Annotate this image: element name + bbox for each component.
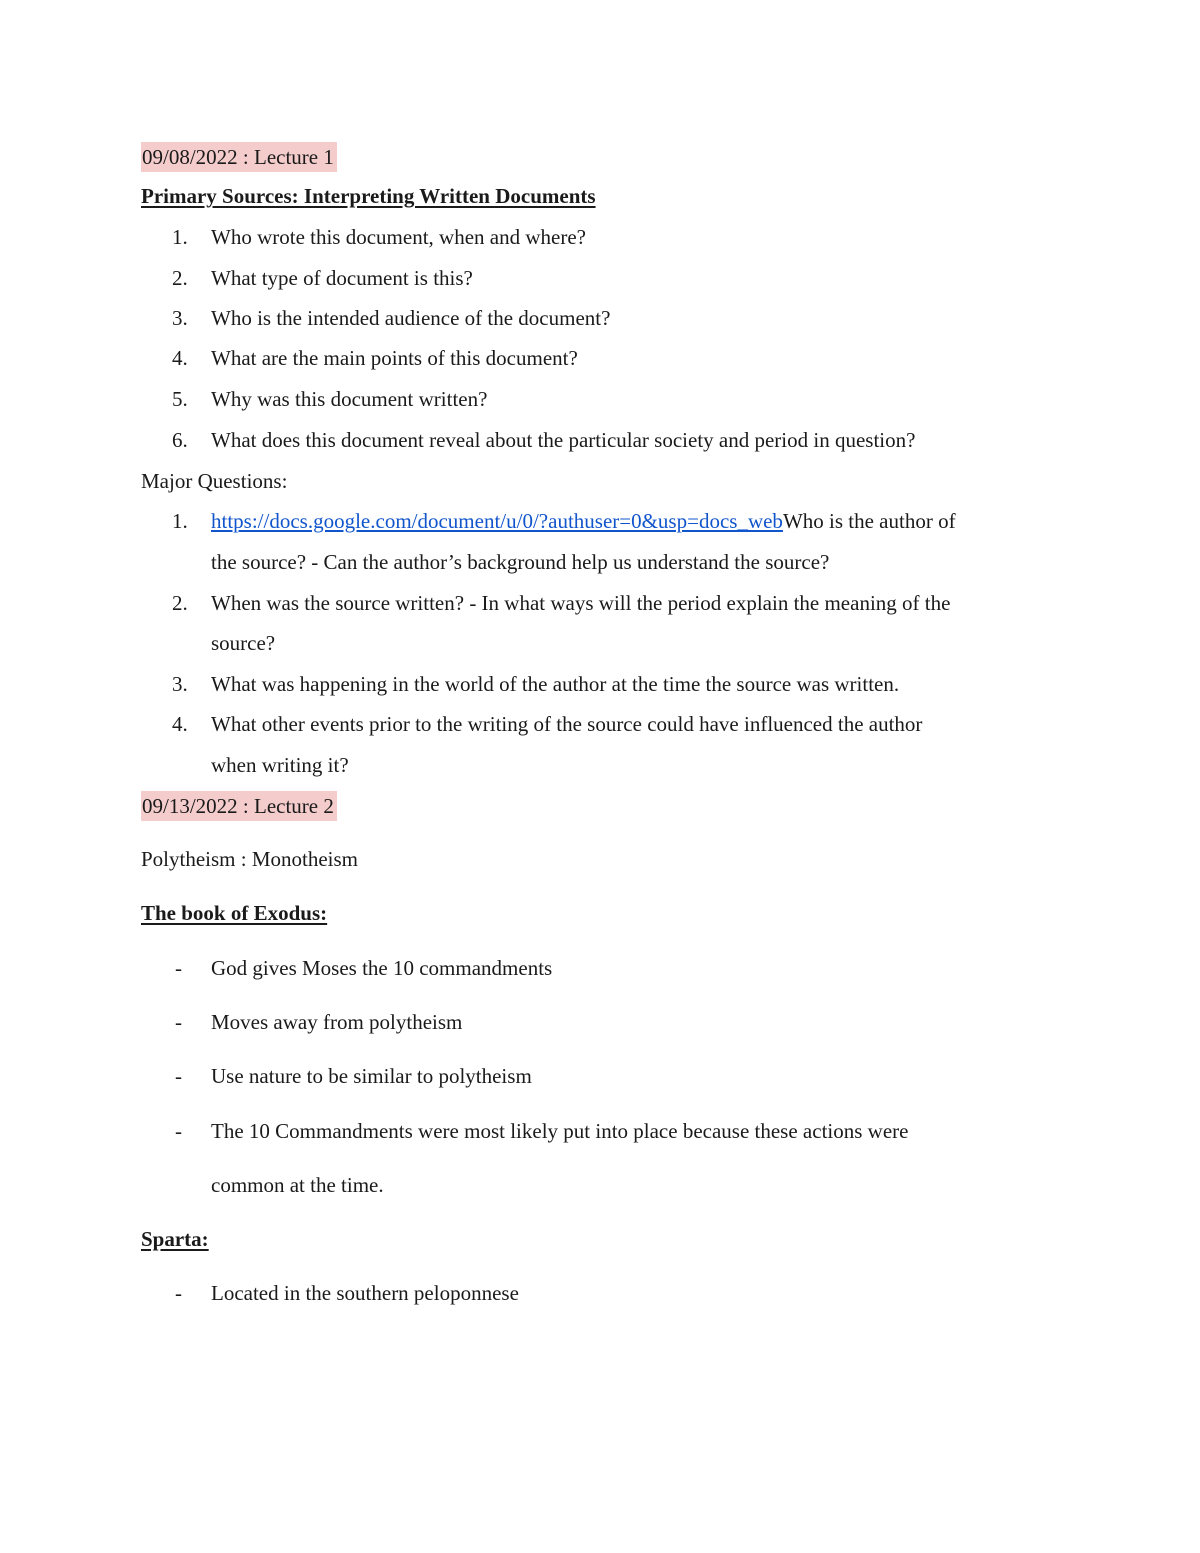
exodus-heading: The book of Exodus:: [141, 901, 328, 925]
lecture-2-subtitle: Polytheism : Monotheism: [141, 847, 359, 871]
bullet-dash: -: [175, 1119, 182, 1143]
lecture-2-date-highlight: 09/13/2022 : Lecture 2: [141, 791, 337, 821]
list-number: 2.: [172, 266, 188, 290]
lecture-1-date: [141, 142, 337, 170]
list-item: What other events prior to the writing of the source could have influenced the author: [211, 712, 923, 736]
bullet-item: Located in the southern peloponnese: [211, 1281, 519, 1305]
list-item: What does this document reveal about the particular society and period in question?: [211, 428, 916, 452]
bullet-item: God gives Moses the 10 commandments: [211, 956, 553, 980]
bullet-dash: -: [175, 956, 182, 980]
bullet-item: Use nature to be similar to polytheism: [211, 1064, 532, 1088]
list-item: When was the source written? - In what ways will the period explain the meaning of the: [211, 591, 951, 615]
list-item: [211, 507, 956, 535]
list-number: 1.: [172, 225, 188, 249]
list-item: What was happening in the world of the author at the time the source was written.: [211, 672, 900, 696]
major-questions-label: Major Questions:: [141, 469, 288, 493]
bullet-item: Moves away from polytheism: [211, 1010, 463, 1034]
list-number: 4.: [172, 346, 188, 370]
list-item: What are the main points of this document?: [211, 346, 578, 370]
list-number: 2.: [172, 591, 188, 615]
bullet-dash: -: [175, 1010, 182, 1034]
lecture-2-date: [141, 791, 337, 819]
list-number: 3.: [172, 306, 188, 330]
list-item: Who is the intended audience of the document?: [211, 306, 611, 330]
list-item-text: Who is the author of: [782, 509, 956, 533]
list-item-continuation: source?: [211, 631, 276, 655]
list-item: What type of document is this?: [211, 266, 473, 290]
lecture-1-date-highlight: 09/08/2022 : Lecture 1: [141, 142, 337, 172]
bullet-dash: -: [175, 1064, 182, 1088]
list-number: 6.: [172, 428, 188, 452]
bullet-item: The 10 Commandments were most likely put into place because these actions were: [211, 1119, 909, 1143]
sparta-heading: Sparta:: [141, 1227, 209, 1251]
primary-sources-heading: Primary Sources: Interpreting Written Documents: [141, 184, 596, 208]
list-number: 4.: [172, 712, 188, 736]
list-item: Who wrote this document, when and where?: [211, 225, 586, 249]
list-number: 1.: [172, 509, 188, 533]
list-number: 5.: [172, 387, 188, 411]
google-docs-link[interactable]: https://docs.google.com/document/u/0/?authuser=0&usp=docs_web: [211, 509, 783, 533]
bullet-dash: -: [175, 1281, 182, 1305]
bullet-item-continuation: common at the time.: [211, 1173, 384, 1197]
list-item-continuation: the source? - Can the author’s background help us understand the source?: [211, 550, 830, 574]
list-item-continuation: when writing it?: [211, 753, 349, 777]
list-item: Why was this document written?: [211, 387, 488, 411]
list-number: 3.: [172, 672, 188, 696]
